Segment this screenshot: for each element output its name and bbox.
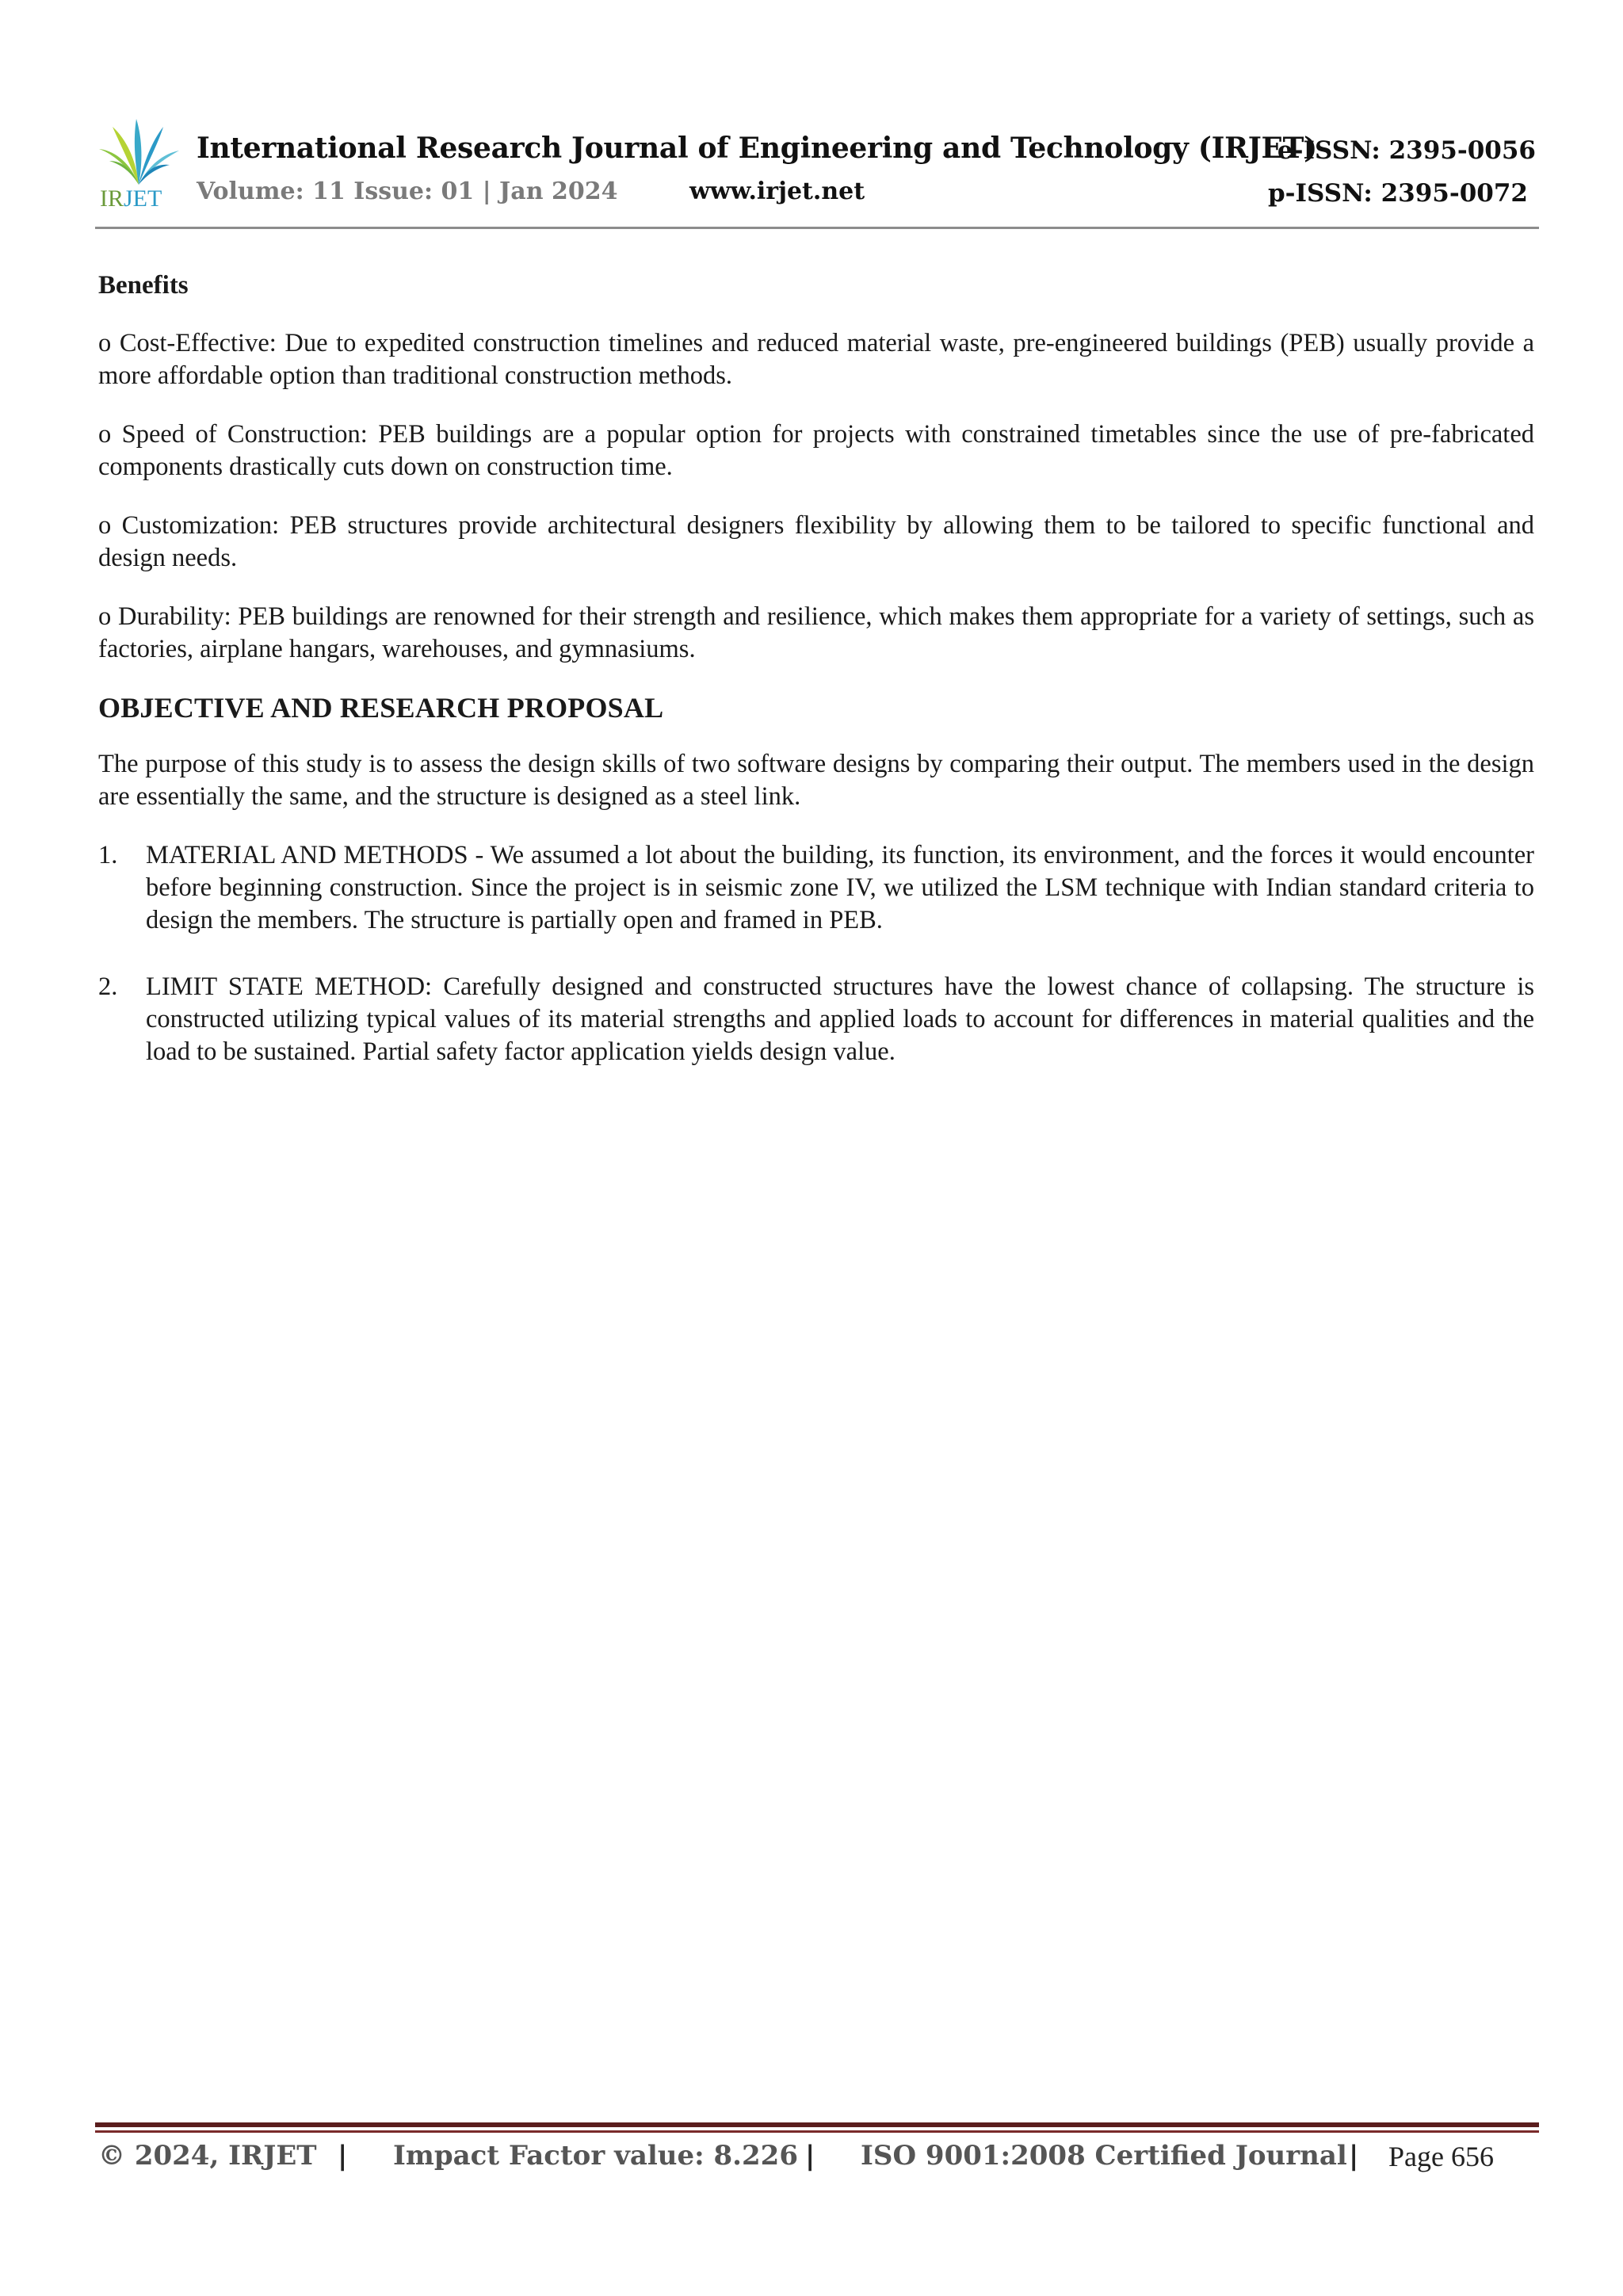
objective-paragraph: The purpose of this study is to assess the design skills of two software designs by comparing their output. The members used in the design are essentially the same, and the structure is designed as a steel link.: [98, 750, 1534, 811]
footer-separator: |: [338, 2140, 348, 2172]
list-item: [98, 971, 1534, 1068]
benefits-heading: Benefits: [98, 271, 189, 300]
page-footer: [98, 2140, 1534, 2179]
page-content: [98, 269, 1534, 1102]
list-item-number: 1.: [98, 841, 118, 869]
irjet-logo: [95, 117, 182, 220]
list-item-text: MATERIAL AND METHODS - We assumed a lot about the building, its function, its environment, and the forces it would encounter before beginning construction. Since the project is in seismic zone IV, we utilized the LSM technique with Indian standard criteria to design the members. The structure is partially open and framed in PEB.: [146, 841, 1534, 934]
footer-separator: |: [805, 2140, 815, 2172]
list-item: [98, 839, 1534, 937]
logo-text-jet: JET: [124, 185, 162, 212]
journal-website: www.irjet.net: [689, 178, 865, 205]
p-issn: p-ISSN: 2395-0072: [1267, 179, 1528, 208]
methods-list: [98, 839, 1534, 1068]
benefit-paragraph: o Customization: PEB structures provide architectural designers flexibility by allowing them to be tailored to specific functional and design needs.: [98, 511, 1534, 572]
footer-iso-certification: ISO 9001:2008 Certified Journal: [861, 2140, 1347, 2172]
irjet-leaf-logo-icon: [95, 117, 182, 189]
journal-title: International Research Journal of Engineering and Technology (IRJET): [197, 132, 1317, 165]
list-item-number: 2.: [98, 972, 118, 1001]
benefit-paragraph: o Durability: PEB buildings are renowned for their strength and resilience, which makes them appropriate for a variety of settings, such as factories, airplane hangars, warehouses, and gymnasiums.: [98, 602, 1534, 663]
footer-divider-thick: [95, 2122, 1539, 2127]
e-issn: e-ISSN: 2395-0056: [1277, 136, 1536, 165]
header-divider: [95, 227, 1539, 229]
benefit-paragraph: o Speed of Construction: PEB buildings are a popular option for projects with constrained timetables since the use of pre-fabricated components drastically cuts down on construction time.: [98, 420, 1534, 481]
footer-divider-thin: [95, 2130, 1539, 2133]
footer-separator: |: [1349, 2140, 1359, 2172]
objective-heading: OBJECTIVE AND RESEARCH PROPOSAL: [98, 692, 664, 724]
benefit-paragraph: o Cost-Effective: Due to expedited construction timelines and reduced material waste, pre-engineered buildings (PEB) usually provide a more affordable option than traditional construction methods.: [98, 329, 1534, 390]
irjet-logo-text: [100, 185, 162, 212]
footer-copyright: © 2024, IRJET: [98, 2140, 317, 2172]
volume-issue-date: Volume: 11 Issue: 01 | Jan 2024: [197, 178, 618, 205]
logo-text-ir: IR: [100, 185, 124, 212]
footer-impact-factor: Impact Factor value: 8.226: [393, 2140, 798, 2172]
footer-page-number: Page 656: [1388, 2141, 1494, 2172]
page-header: [95, 111, 1539, 230]
list-item-text: LIMIT STATE METHOD: Carefully designed and constructed structures have the lowest chance of collapsing. The structure is constructed utilizing typical values of its material strengths and applied loads to account for differences in material qualities and the load to be sustained. Partial safety factor application yields design value.: [146, 972, 1534, 1066]
